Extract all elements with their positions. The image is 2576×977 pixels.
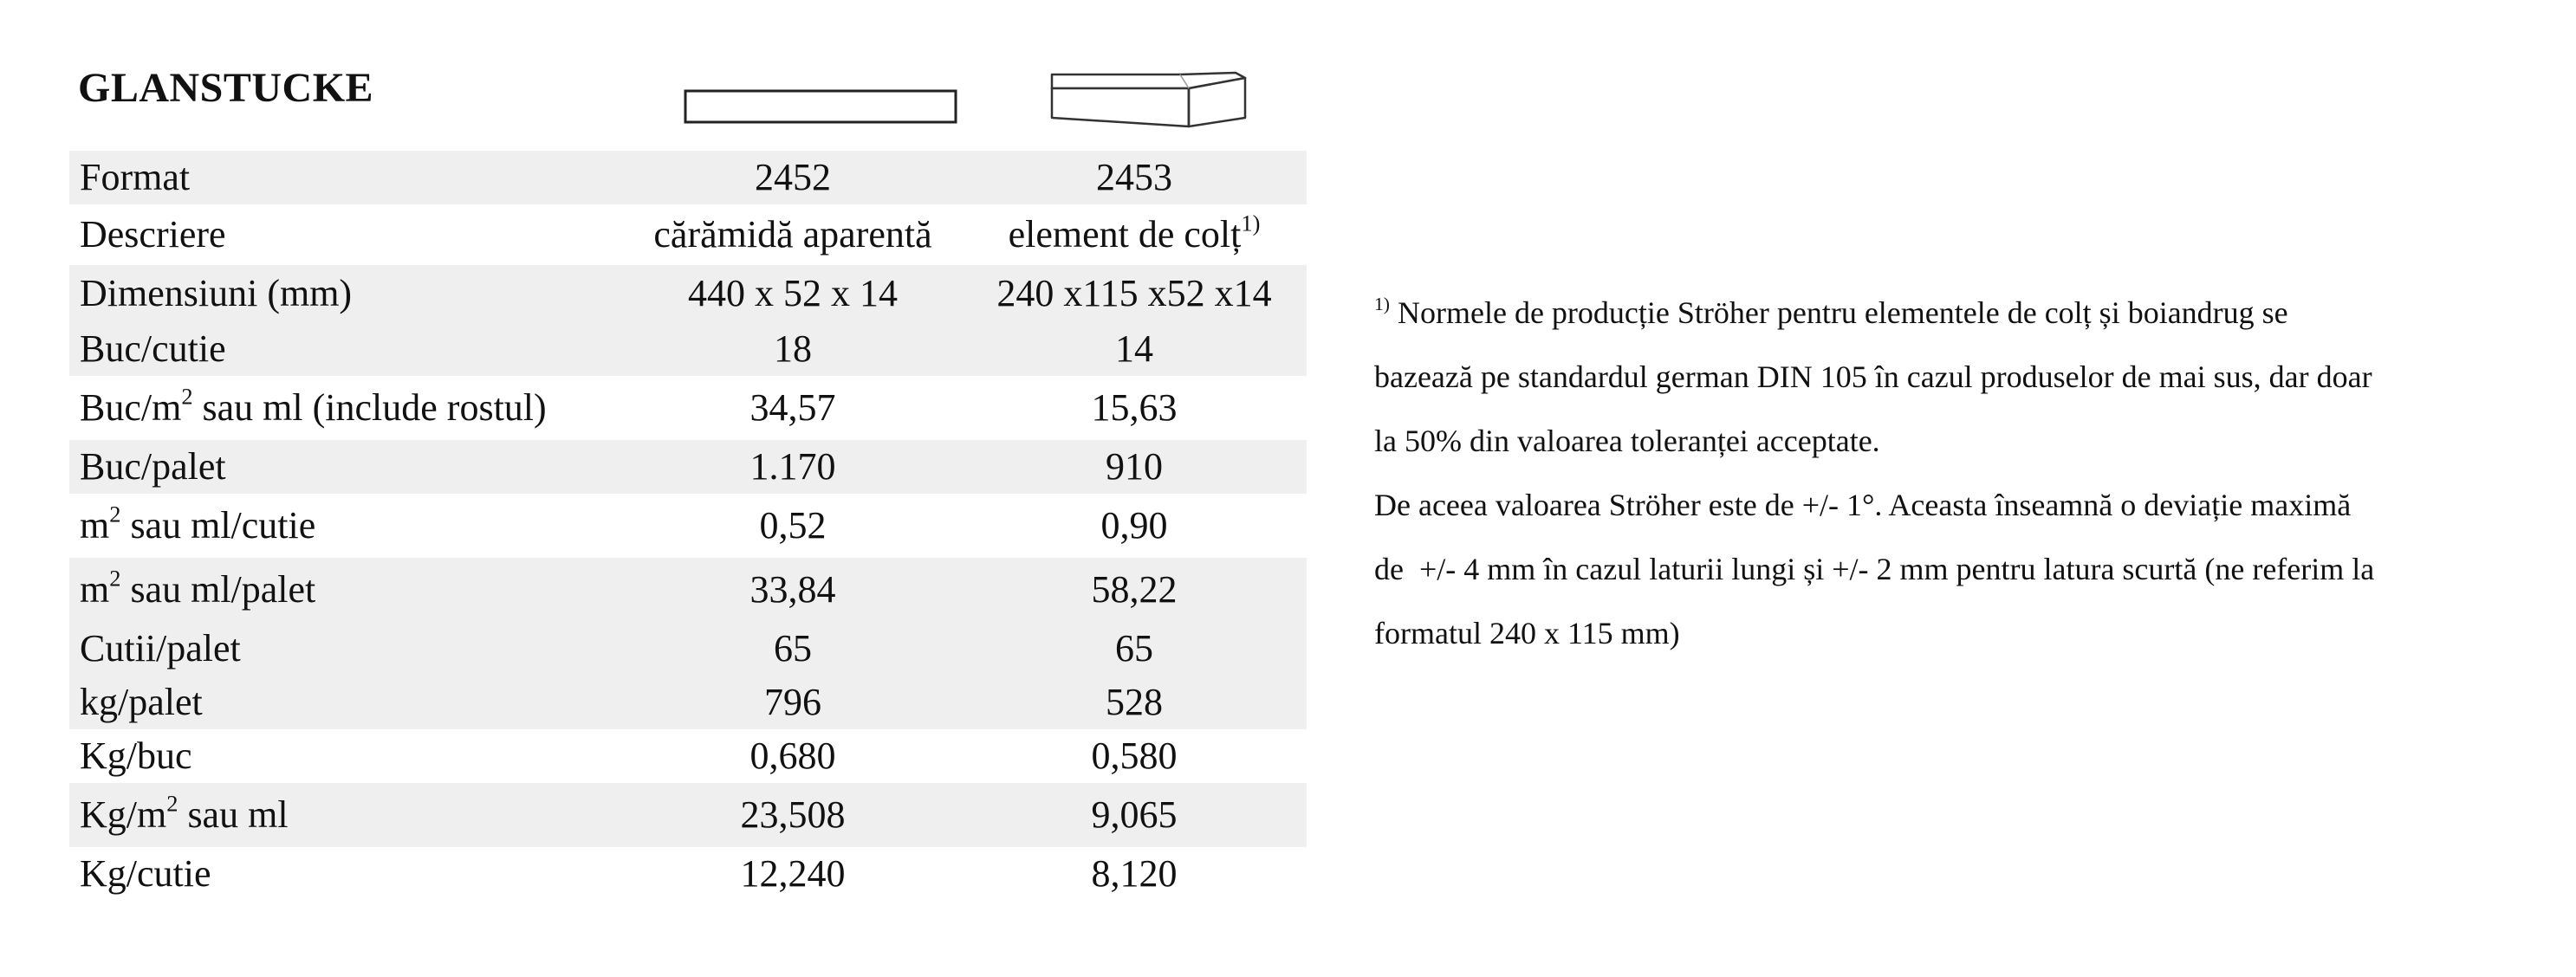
value-2452: 1.170 [624, 440, 962, 494]
value-2452: 2452 [624, 151, 962, 204]
specs-table [69, 151, 1307, 901]
row-label: kg/palet [69, 676, 624, 729]
row-label: Buc/$m^2$ sau ml (include rostul) [80, 383, 547, 429]
value-2452: 796 [624, 676, 962, 729]
value-2452: 34,57 [749, 386, 836, 429]
value-2453: 8,120 [1091, 852, 1178, 895]
value-2452: 0,680 [749, 734, 836, 777]
table-row [69, 558, 1307, 622]
table-row [69, 204, 1307, 265]
value-2452: 65 [624, 622, 962, 676]
value-2453: element de colț$^{1)}$ [1008, 210, 1261, 256]
value-2452: 440 x 52 x 14 [624, 265, 962, 322]
row-label: Cutii/palet [69, 622, 624, 676]
table-row [69, 440, 1307, 494]
row-label: Kg/cutie [80, 852, 211, 895]
flat-brick-icon [683, 88, 960, 126]
value-2452: 0,52 [759, 504, 827, 547]
row-label: Format [69, 151, 624, 204]
value-2453: 9,065 [962, 783, 1307, 847]
value-2453: 58,22 [962, 558, 1307, 622]
value-2452: cărămidă aparentă [653, 213, 932, 256]
table-row [69, 151, 1307, 204]
table-row [69, 376, 1307, 440]
value-2453: 0,90 [1100, 504, 1168, 547]
value-2453: 65 [962, 622, 1307, 676]
value-2453: 0,580 [1091, 734, 1178, 777]
table-row [69, 322, 1307, 376]
row-label: Kg/buc [80, 734, 192, 777]
value-2452: 33,84 [624, 558, 962, 622]
row-label: Dimensiuni (mm) [69, 265, 624, 322]
row-label: $Kg/m^2$ sau ml [69, 783, 624, 847]
page-title: GLANSTUCKE [78, 65, 374, 111]
footnote-line: De aceea valoarea Ströher este de +/- 1°. Aceasta înseamnă o deviație maximă [1374, 488, 2352, 522]
corner-element-icon [1041, 69, 1249, 133]
table-row [69, 265, 1307, 322]
value-2452: 12,240 [740, 852, 846, 895]
footnote-marker: 1) [1374, 293, 1390, 314]
row-label: $m^2$ sau ml/cutie [80, 501, 316, 547]
footnote-ref: 1) [1241, 210, 1261, 236]
row-label: Descriere [80, 213, 226, 256]
value-2453: 910 [962, 440, 1307, 494]
value-2452: 23,508 [624, 783, 962, 847]
table-row [69, 676, 1307, 729]
table-row [69, 494, 1307, 558]
footnote-line: formatul 240 x 115 mm) [1374, 616, 1680, 650]
footnote-line: bazează pe standardul german DIN 105 în cazul produselor de mai sus, dar doar [1374, 359, 2372, 394]
table-row [69, 622, 1307, 676]
footnote-line: $^{1)}$ Normele de producție Ströher pentru elementele de colț și boiandrug se [1374, 293, 2288, 330]
value-2452: 18 [624, 322, 962, 376]
row-label: Buc/palet [69, 440, 624, 494]
row-label: $m^2$ sau ml/palet [69, 558, 624, 622]
value-2453: 240 x115 x52 x14 [962, 265, 1307, 322]
table-row [69, 847, 1307, 901]
footnote-line: la 50% din valoarea toleranței acceptate. [1374, 424, 1880, 458]
table-row [69, 783, 1307, 847]
value-2453: 15,63 [1091, 386, 1178, 429]
footnote [1374, 281, 2561, 665]
value-2453: 528 [962, 676, 1307, 729]
row-label: Buc/cutie [69, 322, 624, 376]
footnote-line: de +/- 4 mm în cazul laturii lungi și +/- 2 mm pentru latura scurtă (ne referim la [1374, 552, 2375, 586]
value-2453: 14 [962, 322, 1307, 376]
value-2453: 2453 [962, 151, 1307, 204]
table-row [69, 729, 1307, 783]
